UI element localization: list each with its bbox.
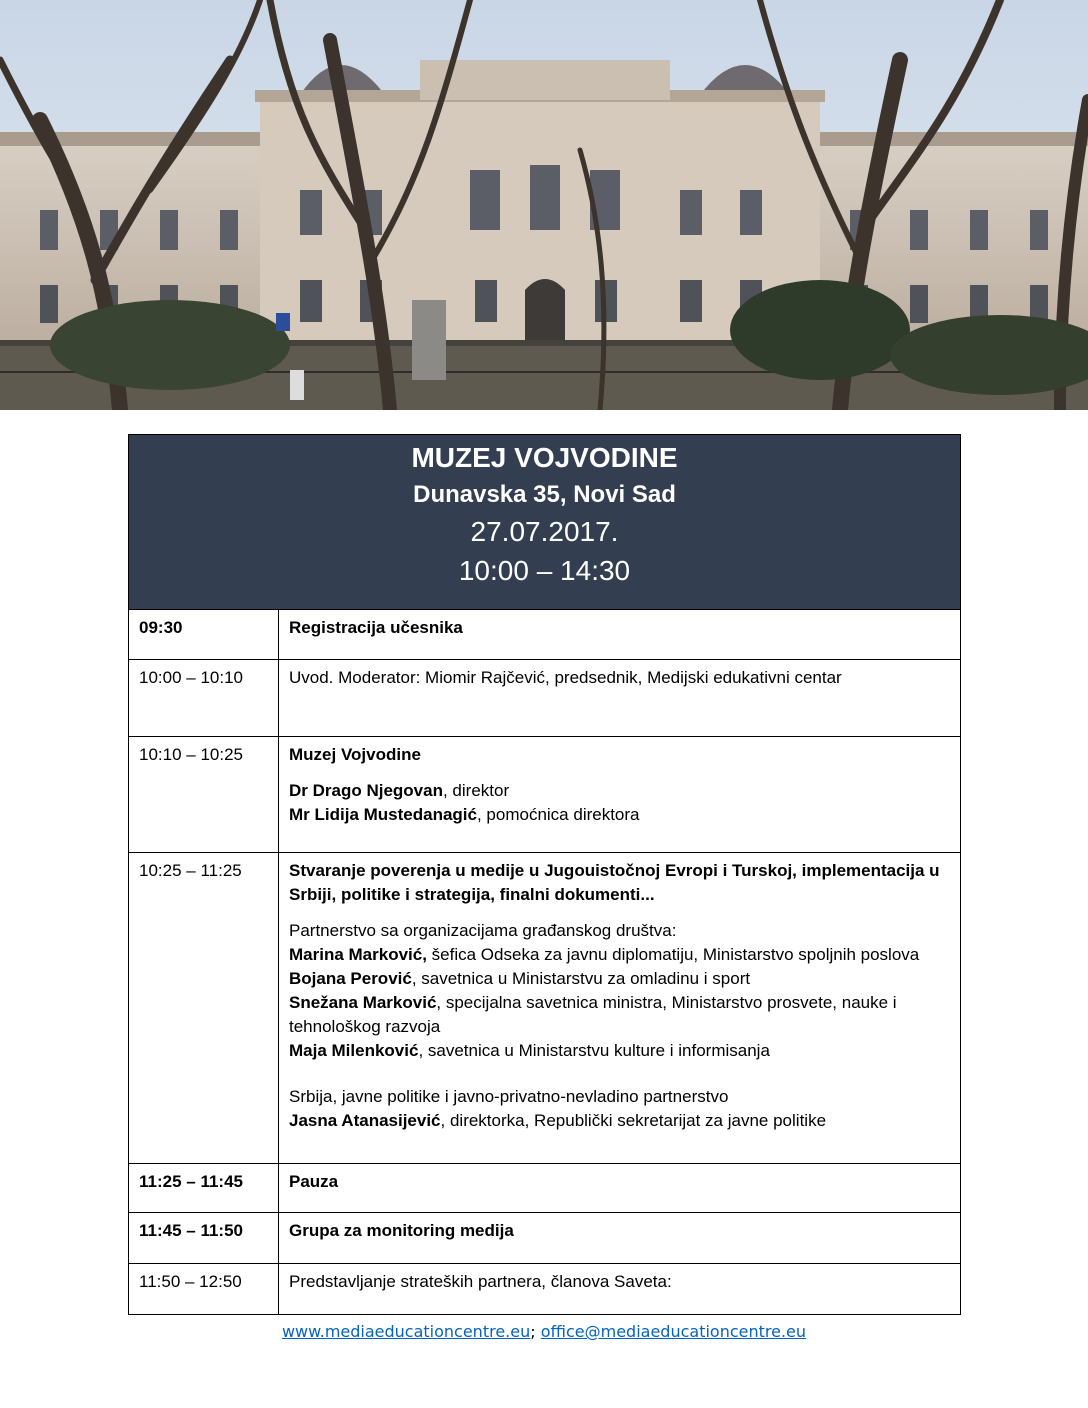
email-link[interactable]: office@mediaeducationcentre.eu <box>540 1322 807 1341</box>
row-text: Uvod. Moderator: Miomir Rajčević, predsednik, Medijski edukativni centar <box>279 660 961 737</box>
row-time: 09:30 <box>129 610 279 660</box>
event-banner <box>129 435 961 610</box>
speaker-name: Dr Drago Njegovan <box>289 781 443 800</box>
row-title: Muzej Vojvodine <box>289 745 421 764</box>
speaker-role: šefica Odseka za javnu diplomatiju, Ministarstvo spoljnih poslova <box>426 945 920 964</box>
row-details <box>279 737 961 853</box>
table-row <box>129 1264 961 1315</box>
row-title: Grupa za monitoring medija <box>279 1213 961 1264</box>
speaker-role: , direktorka, Republički sekretarijat za javne politike <box>440 1111 827 1130</box>
website-link[interactable]: www.mediaeducationcentre.eu <box>281 1322 531 1341</box>
venue-address: Dunavska 35, Novi Sad <box>413 481 676 508</box>
row-time: 10:10 – 10:25 <box>129 737 279 853</box>
speaker-name: Maja Milenković <box>289 1041 419 1060</box>
speaker-role: , specijalna savetnica ministra, Ministarstvo prosvete, nauke i tehnološkog razvoja <box>289 993 897 1036</box>
row-time: 10:25 – 11:25 <box>129 853 279 1164</box>
speaker-role: , savetnica u Ministarstvu kulture i informisanja <box>418 1041 770 1060</box>
table-row <box>129 660 961 737</box>
table-row <box>129 610 961 660</box>
row-time: 11:45 – 11:50 <box>129 1213 279 1264</box>
speaker-name: Mr Lidija Mustedanagić <box>289 805 477 824</box>
speaker-role: , savetnica u Ministarstvu za omladinu i sport <box>411 969 751 988</box>
section-heading: Partnerstvo sa organizacijama građanskog društva: <box>289 921 677 940</box>
row-title: Stvaranje poverenja u medije u Jugouistočnoj Evropi i Turskoj, implementacija u Srbiji, politike i strategija, finalni dokumenti... <box>289 861 940 904</box>
row-details <box>279 853 961 1164</box>
speaker-role: , direktor <box>442 781 510 800</box>
row-time: 11:25 – 11:45 <box>129 1164 279 1213</box>
footer <box>0 1322 1088 1341</box>
museum-building-photo <box>0 0 1088 410</box>
row-title: Pauza <box>279 1164 961 1213</box>
section-heading: Srbija, javne politike i javno-privatno-nevladino partnerstvo <box>289 1087 729 1106</box>
event-date: 27.07.2017. <box>470 516 619 547</box>
speaker-name: Bojana Perović <box>289 969 412 988</box>
speaker-role: , pomoćnica direktora <box>476 805 640 824</box>
speaker-name: Jasna Atanasijević <box>289 1111 441 1130</box>
event-hours: 10:00 – 14:30 <box>458 555 631 586</box>
speaker-name: Snežana Marković <box>289 993 437 1012</box>
row-time: 10:00 – 10:10 <box>129 660 279 737</box>
row-time: 11:50 – 12:50 <box>129 1264 279 1315</box>
row-title: Registracija učesnika <box>279 610 961 660</box>
museum-building-illustration <box>0 0 1088 410</box>
table-row <box>129 853 961 1164</box>
speaker-name: Marina Marković, <box>289 945 427 964</box>
table-row <box>129 1213 961 1264</box>
venue-title: MUZEJ VOJVODINE <box>411 442 678 473</box>
program-table <box>128 434 961 1315</box>
table-row <box>129 737 961 853</box>
footer-separator: ; <box>530 1322 541 1341</box>
table-row <box>129 1164 961 1213</box>
row-text: Predstavljanje strateških partnera, članova Saveta: <box>279 1264 961 1315</box>
